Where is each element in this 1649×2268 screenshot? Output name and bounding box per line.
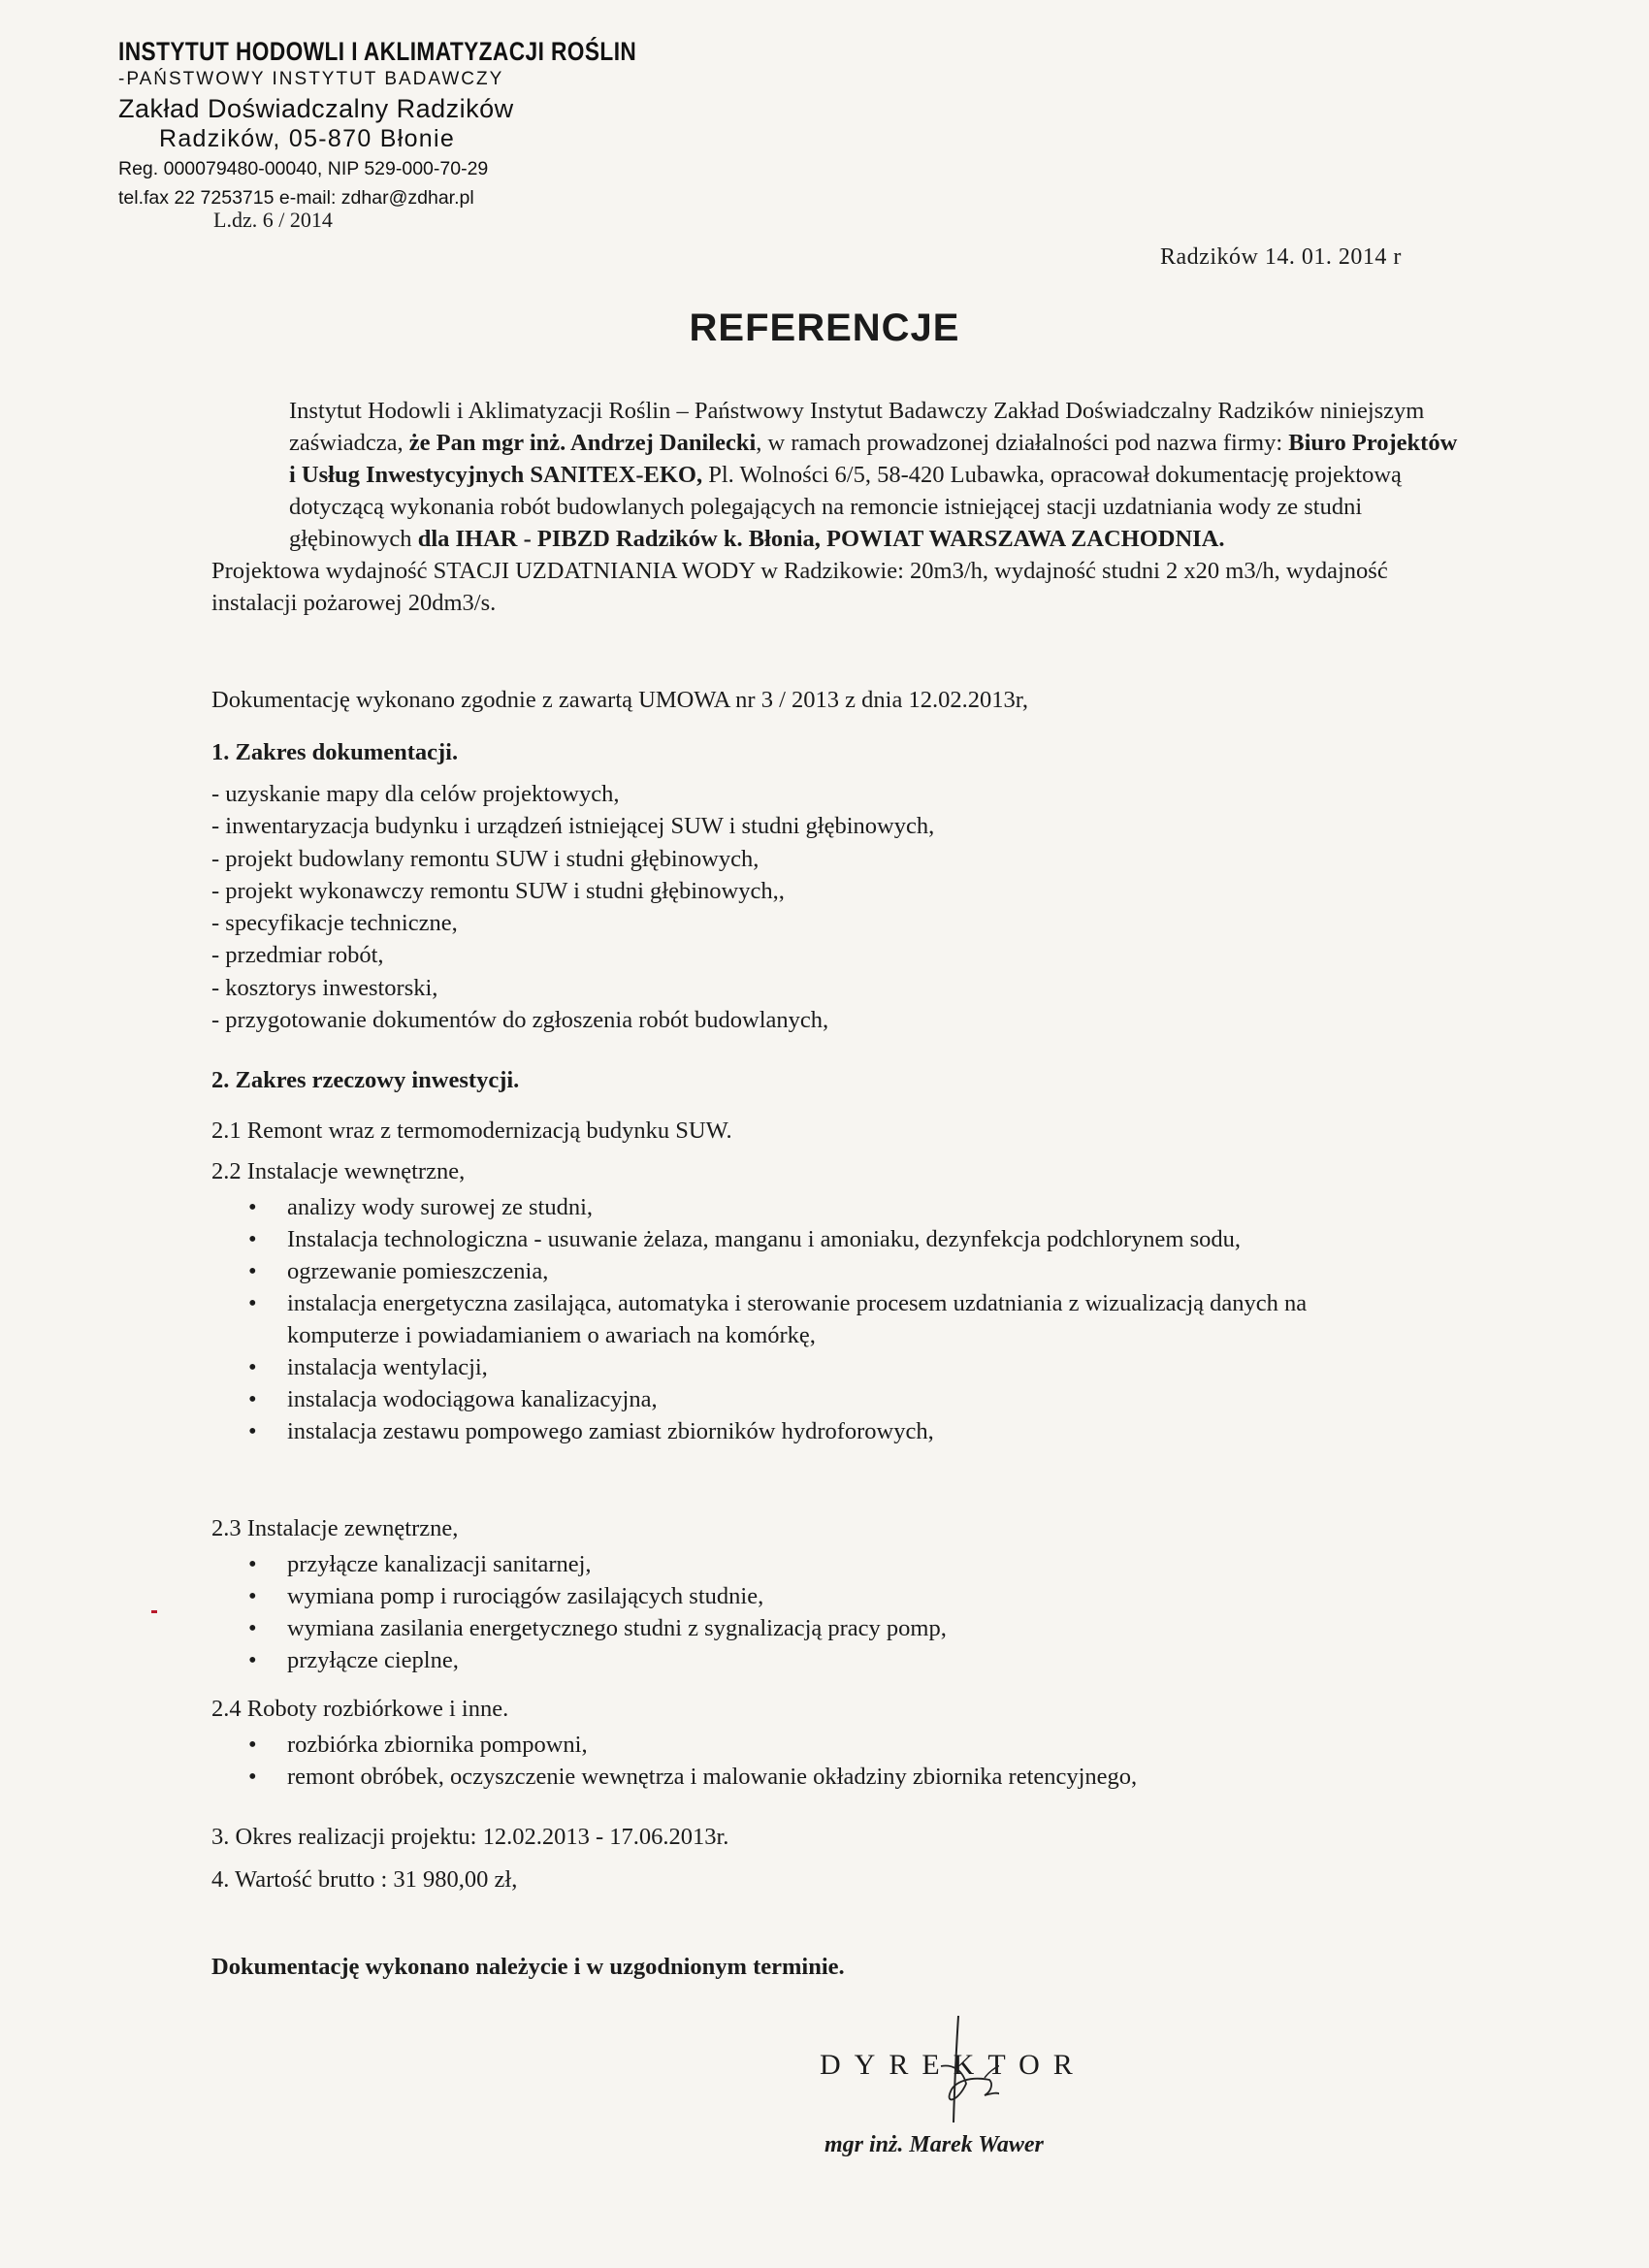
list-item: • instalacja wentylacji, bbox=[248, 1351, 1383, 1383]
intro-text-a: Instytut Hodowli i Aklimatyzacji Roślin – Państwowy Instytut Badawczy Zakład Doświadczalny Radzików niniejszym zaświadcza, bbox=[289, 398, 1425, 456]
intro-text-e: Pl. Wolności 6/5, 58-420 Lubawka, opracował dokumentację projektową dotyczącą wykonania robót budowlanych polegających na remoncie istniejącej stacji uzdatniania wody ze studni głębinowych bbox=[289, 462, 1402, 552]
section-2-4: 2.4 Roboty rozbiórkowe i inne. bbox=[211, 1696, 509, 1722]
registry-info: Reg. 000079480-00040, NIP 529-000-70-29 bbox=[118, 158, 489, 179]
list-item: • przyłącze cieplne, bbox=[248, 1644, 1383, 1676]
list-item: • ogrzewanie pomieszczenia, bbox=[248, 1255, 1383, 1287]
point-4-value: 4. Wartość brutto : 31 980,00 zł, bbox=[211, 1866, 518, 1893]
document-title: REFERENCJE bbox=[689, 307, 960, 349]
intro-person: że Pan mgr inż. Andrzej Danilecki bbox=[408, 430, 757, 456]
list-item: • wymiana zasilania energetycznego studni z sygnalizacją pracy pomp, bbox=[248, 1612, 1383, 1644]
intro-p1 bbox=[211, 395, 1463, 555]
handwritten-signature-icon bbox=[786, 2008, 999, 2134]
institute-stamp bbox=[118, 37, 637, 212]
point-3-period: 3. Okres realizacji projektu: 12.02.2013 - 17.06.2013r. bbox=[211, 1824, 729, 1850]
department-address: Radzików, 05-870 Błonie bbox=[159, 125, 456, 152]
list-item: - projekt budowlany remontu SUW i studni głębinowych, bbox=[211, 845, 760, 872]
signatory-name: mgr inż. Marek Wawer bbox=[824, 2132, 1044, 2157]
intro-text-c: , w ramach prowadzonej działalności pod nazwa firmy: bbox=[756, 430, 1289, 456]
list-item: • rozbiórka zbiornika pompowni, bbox=[248, 1729, 1383, 1761]
intro-company: Biuro Projektów i Usług Inwestycyjnych SANITEX-EKO, bbox=[289, 430, 1458, 488]
list-item: - uzyskanie mapy dla celów projektowych, bbox=[211, 781, 620, 807]
place-date: Radzików 14. 01. 2014 r bbox=[1160, 244, 1402, 270]
section-2-1: 2.1 Remont wraz z termomodernizacją budynku SUW. bbox=[211, 1118, 732, 1144]
intro-p2: Projektowa wydajność STACJI UZDATNIANIA WODY w Radzikowie: 20m3/h, wydajność studni 2 x20 m3/h, wydajność instalacji pożarowej 20dm3/s. bbox=[211, 558, 1388, 616]
institute-name: INSTYTUT HODOWLI I AKLIMATYZACJI ROŚLIN bbox=[118, 37, 637, 66]
department-name: Zakład Doświadczalny Radzików bbox=[118, 94, 514, 123]
list-item: - specyfikacje techniczne, bbox=[211, 910, 458, 937]
list-item: • remont obróbek, oczyszczenie wewnętrza i malowanie okładziny zbiornika retencyjnego, bbox=[248, 1761, 1383, 1793]
section2-title: 2. Zakres rzeczowy inwestycji. bbox=[211, 1067, 520, 1093]
list-item: - kosztorys inwestorski, bbox=[211, 974, 438, 1001]
list-item: • wymiana pomp i rurociągów zasilających studnie, bbox=[248, 1580, 1383, 1612]
intro-paragraph bbox=[211, 395, 1463, 619]
section-2-3-list bbox=[248, 1548, 1383, 1676]
list-item: - projekt wykonawczy remontu SUW i studni głębinowych,, bbox=[211, 877, 785, 904]
section-2-4-list bbox=[248, 1729, 1383, 1793]
signature-role: DYREKTOR bbox=[820, 2049, 1086, 2081]
red-mark bbox=[151, 1610, 157, 1613]
list-item: - przygotowanie dokumentów do zgłoszenia robót budowlanych, bbox=[211, 1007, 829, 1034]
closing-statement: Dokumentację wykonano należycie i w uzgodnionym terminie. bbox=[211, 1954, 845, 1980]
list-item: • analizy wody surowej ze studni, bbox=[248, 1191, 1383, 1223]
section-2-2: 2.2 Instalacje wewnętrzne, bbox=[211, 1158, 466, 1184]
intro-location: dla IHAR - PIBZD Radzików k. Błonia, POWIAT WARSZAWA ZACHODNIA. bbox=[417, 526, 1225, 552]
institute-subtitle: -PAŃSTWOWY INSTYTUT BADAWCZY bbox=[118, 69, 504, 89]
section-2-2-list bbox=[248, 1191, 1383, 1447]
section1-list bbox=[211, 778, 934, 1036]
contract-line: Dokumentację wykonano zgodnie z zawartą UMOWA nr 3 / 2013 z dnia 12.02.2013r, bbox=[211, 687, 1029, 713]
list-item: - inwentaryzacja budynku i urządzeń istniejącej SUW i studni głębinowych, bbox=[211, 813, 935, 840]
section1-title: 1. Zakres dokumentacji. bbox=[211, 739, 459, 765]
list-item: • instalacja zestawu pompowego zamiast zbiorników hydroforowych, bbox=[248, 1415, 1383, 1447]
list-item: • instalacja energetyczna zasilająca, automatyka i sterowanie procesem uzdatniania z wizualizacją danych na komputerze i powiadamianiem o awariach na komórkę, bbox=[248, 1287, 1383, 1351]
list-item: • przyłącze kanalizacji sanitarnej, bbox=[248, 1548, 1383, 1580]
list-item: • Instalacja technologiczna - usuwanie żelaza, manganu i amoniaku, dezynfekcja podchlorynem sodu, bbox=[248, 1223, 1383, 1255]
section-2-3: 2.3 Instalacje zewnętrzne, bbox=[211, 1515, 459, 1541]
contact-info: tel.fax 22 7253715 e-mail: zdhar@zdhar.pl bbox=[118, 187, 474, 209]
list-item: • instalacja wodociągowa kanalizacyjna, bbox=[248, 1383, 1383, 1415]
list-item: - przedmiar robót, bbox=[211, 942, 384, 969]
reference-number: L.dz. 6 / 2014 bbox=[213, 208, 333, 232]
